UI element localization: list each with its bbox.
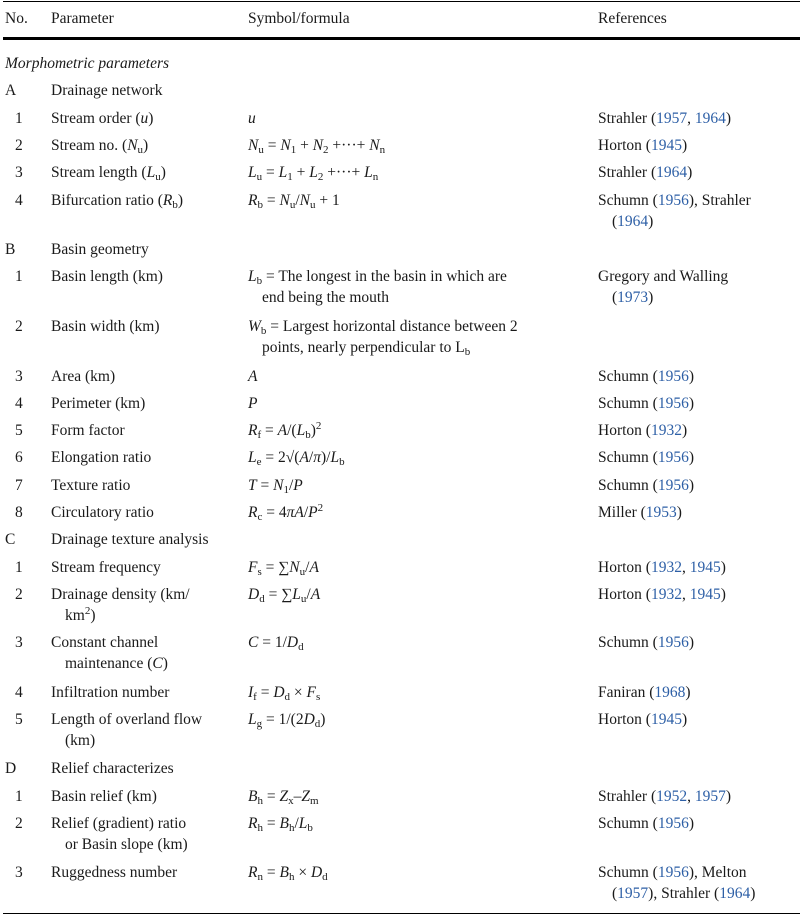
header-symbol: Symbol/formula [248, 10, 350, 27]
row-parameter: Relief (gradient) ratio or Basin slope (km) [51, 815, 188, 853]
row-formula: $L_b$ = The longest in the basin in which are end being the mouth [248, 268, 507, 306]
row-parameter: Circulatory ratio [51, 504, 154, 521]
row-no: 6 [15, 449, 23, 466]
header-parameter: Parameter [51, 10, 114, 27]
row-reference: Faniran (1968) [598, 684, 691, 701]
section-title: Morphometric parameters [5, 55, 170, 72]
row-reference: Miller (1953) [598, 504, 682, 521]
row-parameter: Drainage density (km/ $km^2$) [51, 586, 190, 624]
group-title-b: Basin geometry [51, 241, 149, 258]
row-formula: $C = 1/D_d$ [248, 634, 304, 653]
row-formula: $R_f = A/(L_b)^2$ [248, 420, 322, 441]
row-reference: Schumn (1956) [598, 449, 695, 466]
row-formula: A [248, 368, 258, 385]
row-reference: Schumn (1956) [598, 368, 695, 385]
row-formula: $B_h = Z_x-Z_m$ [248, 788, 319, 807]
group-letter-b: B [5, 241, 16, 258]
row-formula: P [248, 395, 258, 412]
row-parameter: Constant channel maintenance (C) [51, 634, 168, 672]
row-formula: $N_u = N_1 + N_2$ +···+ $N_n$ [248, 137, 386, 156]
row-formula: u [248, 110, 256, 127]
row-no: 1 [15, 110, 23, 127]
row-no: 2 [15, 815, 23, 832]
row-parameter: Basin width (km) [51, 318, 160, 335]
row-parameter: Infiltration number [51, 684, 170, 701]
row-parameter: Texture ratio [51, 477, 131, 494]
row-formula: $L_u = L_1 + L_2$ +···+ $L_n$ [248, 164, 379, 183]
row-no: 8 [15, 504, 23, 521]
group-letter-a: A [5, 82, 17, 99]
row-no: 3 [15, 864, 23, 881]
row-no: 2 [15, 318, 23, 335]
row-formula: $I_f = D_d \times F_s$ [248, 684, 321, 703]
row-formula: $R_c = 4\pi A/P^2$ [248, 502, 324, 523]
row-parameter: Perimeter (km) [51, 395, 146, 412]
row-no: 7 [15, 477, 23, 494]
row-reference: Schumn (1956) [598, 477, 695, 494]
row-formula: $R_h = B_h/L_b$ [248, 815, 313, 834]
group-title-d: Relief characterizes [51, 760, 174, 777]
row-reference: Horton (1945) [598, 711, 688, 728]
table-bottom-rule [3, 913, 800, 914]
group-letter-c: C [5, 531, 16, 548]
row-no: 3 [15, 368, 23, 385]
row-no: 4 [15, 395, 23, 412]
row-reference: Schumn (1956), Melton (1957), Strahler (1964) [598, 864, 756, 902]
row-formula: $T = N_1/P$ [248, 477, 303, 496]
row-reference: Schumn (1956) [598, 395, 695, 412]
row-reference: Horton (1932, 1945) [598, 586, 726, 603]
row-formula: $L_e = 2√(A/\pi)/L_b$ [248, 449, 345, 468]
row-formula: $W_b$ = Largest horizontal distance between 2 points, nearly perpendicular to $L_b$ [248, 318, 518, 358]
row-parameter: Stream order (u) [51, 110, 154, 127]
row-parameter: Form factor [51, 422, 125, 439]
row-parameter: Area (km) [51, 368, 116, 385]
row-reference: Horton (1945) [598, 137, 688, 154]
row-no: 4 [15, 192, 23, 209]
row-no: 1 [15, 268, 23, 285]
row-parameter: Length of overland flow (km) [51, 711, 203, 749]
row-parameter: Stream no. $(N_u)$ [51, 137, 149, 156]
table-header-rule [3, 37, 800, 40]
row-reference: Schumn (1956) [598, 634, 695, 651]
header-references: References [598, 10, 667, 27]
row-formula: $L_g = 1/(2D_d)$ [248, 711, 326, 730]
row-parameter: Basin relief (km) [51, 788, 157, 805]
row-no: 3 [15, 164, 23, 181]
row-reference: Strahler (1952, 1957) [598, 788, 732, 805]
row-reference: Schumn (1956), Strahler (1964) [598, 192, 751, 230]
row-formula: $R_b = N_u/N_u + 1$ [248, 192, 340, 211]
row-parameter: Elongation ratio [51, 449, 152, 466]
row-no: 1 [15, 788, 23, 805]
header-no: No. [5, 10, 28, 27]
row-reference: Schumn (1956) [598, 815, 695, 832]
row-no: 3 [15, 634, 23, 651]
row-no: 5 [15, 711, 23, 728]
row-formula: $D_d = \sum L_u/A$ [248, 586, 321, 605]
row-formula: $R_n = B_h \times D_d$ [248, 864, 328, 883]
row-parameter: Stream length $(L_u)$ [51, 164, 166, 183]
row-reference: Horton (1932, 1945) [598, 559, 726, 576]
group-title-a: Drainage network [51, 82, 163, 99]
row-formula: $F_s = \sum N_u/A$ [248, 559, 319, 578]
row-reference: Strahler (1964) [598, 164, 693, 181]
row-reference: Horton (1932) [598, 422, 688, 439]
row-parameter: Ruggedness number [51, 864, 178, 881]
row-no: 2 [15, 586, 23, 603]
row-reference: Gregory and Walling (1973) [598, 268, 729, 306]
group-letter-d: D [5, 760, 17, 777]
row-no: 2 [15, 137, 23, 154]
row-parameter: Stream frequency [51, 559, 161, 576]
row-no: 4 [15, 684, 23, 701]
row-parameter: Basin length (km) [51, 268, 163, 285]
table-top-rule [3, 1, 800, 2]
row-no: 1 [15, 559, 23, 576]
row-no: 5 [15, 422, 23, 439]
row-reference: Strahler (1957, 1964) [598, 110, 732, 127]
row-parameter: Bifurcation ratio $(R_b)$ [51, 192, 184, 211]
group-title-c: Drainage texture analysis [51, 531, 209, 548]
